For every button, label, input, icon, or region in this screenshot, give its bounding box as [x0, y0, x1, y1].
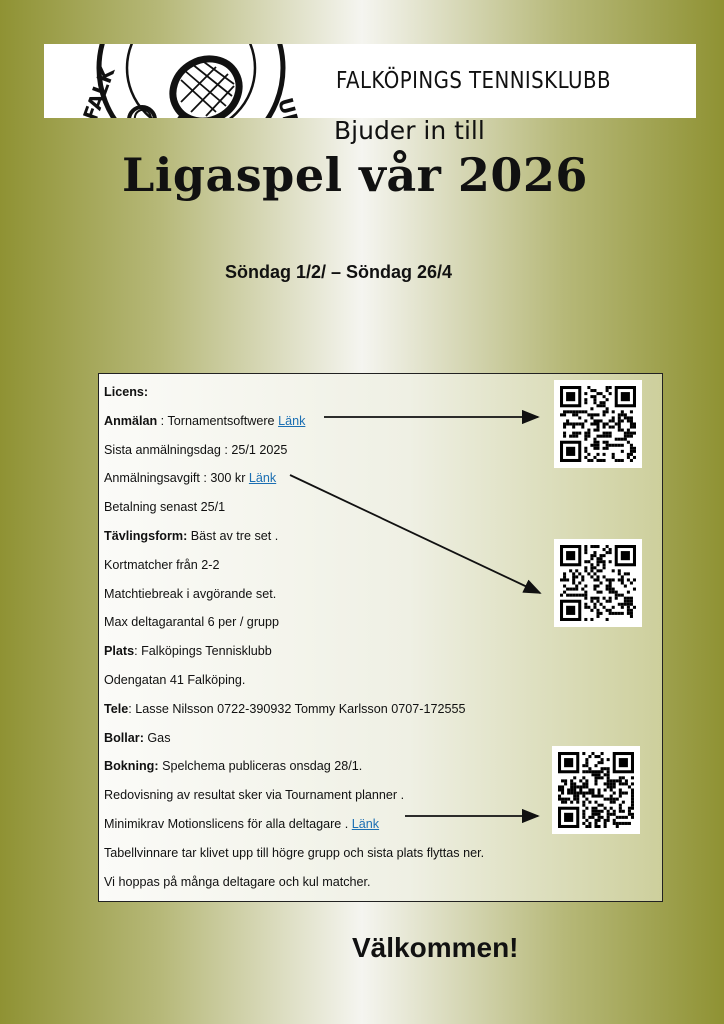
format-line: Tävlingsform: Bäst av tre set . — [104, 528, 279, 543]
max-participants-line: Max deltagarantal 6 per / grupp — [104, 615, 280, 630]
svg-text:UBB: UBB — [273, 95, 309, 147]
welcome-text: Välkommen! — [352, 932, 519, 963]
page-title: Ligaspel vår 2026 — [122, 148, 588, 202]
fee-link[interactable]: Länk — [248, 471, 277, 486]
anmalan-line: Anmälan : Tornamentsoftwere Länk — [104, 413, 306, 428]
anmalan-link[interactable]: Länk — [278, 413, 306, 428]
date-range: Söndag 1/2/ – Söndag 26/4 — [225, 262, 453, 282]
fee-line: Anmälningsavgift : 300 kr Länk — [104, 471, 277, 486]
qr-code-license[interactable] — [552, 746, 640, 834]
club-logo — [66, 44, 316, 147]
club-name: FALKÖPINGS TENNISKLUBB — [336, 68, 611, 94]
svg-text:FALK: FALK — [78, 63, 120, 124]
license-link[interactable]: Länk — [351, 816, 380, 831]
table-rule-line: Tabellvinnare tar klivet upp till högre grupp och sista plats flyttas ner. — [104, 845, 485, 860]
qr-code-registration[interactable] — [554, 380, 642, 468]
tiebreak-line: Matchtiebreak i avgörande set. — [104, 586, 277, 601]
short-matches-line: Kortmatcher från 2-2 — [104, 557, 220, 572]
payment-line: Betalning senast 25/1 — [104, 500, 226, 515]
results-line: Redovisning av resultat sker via Tournament planner . — [104, 788, 405, 803]
qr-code-fee[interactable] — [554, 539, 642, 627]
licens-line: Licens: — [104, 385, 149, 399]
closing-line: Vi hoppas på många deltagare och kul matcher. — [104, 874, 371, 889]
booking-line: Bokning: Spelchema publiceras onsdag 28/1. — [104, 759, 363, 774]
balls-line: Bollar: Gas — [104, 730, 171, 745]
phone-line: Tele: Lasse Nilsson 0722-390932 Tommy Karlsson 0707-172555 — [104, 701, 466, 716]
venue-line: Plats: Falköpings Tennisklubb — [104, 644, 272, 659]
invite-text: Bjuder in till — [334, 116, 485, 145]
info-list — [104, 378, 484, 896]
address-line: Odengatan 41 Falköping. — [104, 672, 246, 687]
license-requirement-line: Minimikrav Motionslicens för alla deltagare . Länk — [104, 816, 380, 831]
deadline-line: Sista anmälningsdag : 25/1 2025 — [104, 442, 288, 457]
